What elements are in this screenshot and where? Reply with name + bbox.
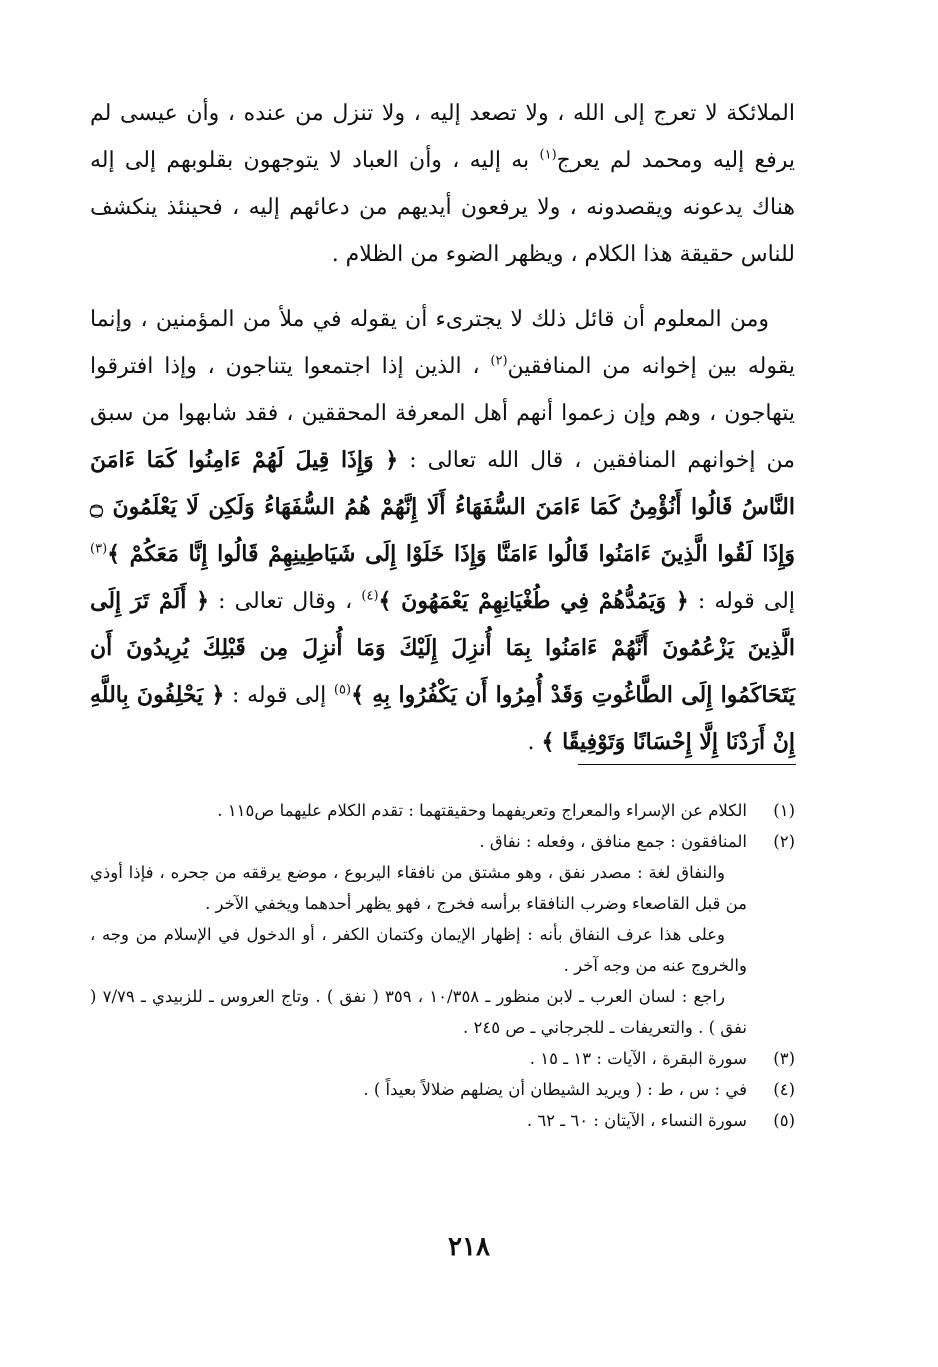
quran-verse-3: ﴿ أَلَمْ تَرَ إِلَى الَّذِينَ يَزْعُمُونَ أَنَّهُمْ ءَامَنُوا بِمَا أُنزِلَ إِلَيْكَ وَمَا أُنزِلَ مِن قَبْلِكَ يُرِيدُونَ أَن يَتَحَاكَمُوا إِلَى الطَّاغُوتِ وَقَدْ أُمِرُوا أَن يَكْفُرُوا بِهِ ﴾ bbox=[90, 588, 795, 708]
paragraph-2-text-b: ، الذين إذا اجتمعوا يتناجون ، وإذا افترقوا يتهاجون ، وهم وإن زعموا أنهم أهل المعرفة المحققين ، فقد شابهوا من سبق من إخوانهم المنافقين ، قال الله تعالى : bbox=[90, 354, 795, 473]
quran-verse-4: ﴿ يَحْلِفُونَ بِاللَّهِ إِنْ أَرَدْنَا إِلَّا إِحْسَانًا وَتَوْفِيقًا ﴾ bbox=[90, 682, 795, 755]
paragraph-2-end: . bbox=[527, 730, 542, 755]
footnote-text: في : س ، ط : ( ويريد الشيطان أن يضلهم ضلالاً بعيداً ) . bbox=[363, 1080, 747, 1099]
footnote-3 bbox=[90, 1043, 795, 1074]
footnote-ref-4: (٤) bbox=[361, 588, 379, 604]
footnote-ref-3: (٣) bbox=[90, 541, 108, 557]
footnote-number: (٥) bbox=[773, 1111, 795, 1130]
quran-verse-1: ﴿ وَإِذَا قِيلَ لَهُمْ ءَامِنُوا كَمَا ءَامَنَ النَّاسُ قَالُوا أَنُؤْمِنُ كَمَا ءَامَنَ السُّفَهَاءُ أَلَا إِنَّهُمْ هُمُ السُّفَهَاءُ وَلَكِن لَا يَعْلَمُونَ ۝ وَإِذَا لَقُوا الَّذِينَ ءَامَنُوا قَالُوا ءَامَنَّا وَإِذَا خَلَوْا إِلَى شَيَاطِينِهِمْ قَالُوا إِنَّا مَعَكُمْ ﴾ bbox=[90, 447, 795, 567]
footnote-4 bbox=[90, 1074, 795, 1105]
page-number: ٢١٨ bbox=[448, 1232, 490, 1262]
footnote-number: (١) bbox=[773, 801, 795, 820]
paragraph-1-text-rest: به إليه ، وأن العباد لا يتوجهون بقلوبهم إلى إله هناك يدعونه ويقصدونه ، ولا يرفعون أيديهم من دعائهم إليه ، فحينئذ ينكشف للناس حقيقة هذا الكلام ، ويظهر الضوء من الظلام . bbox=[90, 148, 795, 267]
footnote-number: (٣) bbox=[773, 1049, 795, 1068]
footnote-number: (٢) bbox=[773, 832, 795, 851]
footnote-separator bbox=[578, 764, 796, 765]
footnote-ref-1: (١) bbox=[539, 147, 557, 163]
footnote-text: سورة البقرة ، الآيات : ١٣ ـ ١٥ . bbox=[529, 1049, 747, 1068]
footnote-2 bbox=[90, 826, 795, 857]
footnote-ref-5: (٥) bbox=[333, 682, 352, 698]
footnotes bbox=[90, 795, 795, 1136]
footnote-text: المنافقون : جمع منافق ، وفعله : نفاق . bbox=[479, 832, 747, 851]
footnote-ref-2: (٢) bbox=[490, 353, 508, 369]
footnote-2-paragraph-text: راجع : لسان العرب ـ لابن منظور ـ ١٠/٣٥٨ ، ٣٥٩ ( نفق ) . وتاج العروس ـ للزبيدي ـ ٧/٧٩ ( نفق ) . والتعريفات ـ للجرجاني ـ ص ٢٤٥ . bbox=[90, 987, 747, 1037]
paragraph-2-text-d: ، وقال تعالى : bbox=[209, 589, 362, 614]
footnote-2-paragraph bbox=[90, 981, 795, 1043]
paragraph-1 bbox=[90, 90, 795, 278]
footnote-text: سورة النساء ، الآيتان : ٦٠ ـ ٦٢ . bbox=[526, 1111, 747, 1130]
paragraph-1-text: الملائكة لا تعرج إلى الله ، ولا تصعد إليه ، ولا تنزل من عنده ، وأن عيسى لم يرفع إليه ومحمد لم يعرج bbox=[90, 101, 795, 173]
footnote-2-paragraph-text: وعلى هذا عرف النفاق بأنه : إظهار الإيمان وكتمان الكفر ، أو الدخول في الإسلام من وجه ، والخروج عنه من وجه آخر . bbox=[90, 925, 747, 975]
footnote-1 bbox=[90, 795, 795, 826]
paragraph-2-text-c: إلى قوله : bbox=[688, 589, 795, 614]
footnote-number: (٤) bbox=[773, 1080, 795, 1099]
footnote-2-paragraph bbox=[90, 919, 795, 981]
footnote-2-paragraph bbox=[90, 857, 795, 919]
main-text bbox=[90, 90, 795, 784]
paragraph-2-text-e: إلى قوله : bbox=[224, 683, 334, 708]
paragraph-2-text-a: ومن المعلوم أن قائل ذلك لا يجترىء أن يقوله في ملأ من المؤمنين ، وإنما يقوله بين إخوانه من المنافقين bbox=[90, 307, 795, 379]
quran-verse-2: ﴿ وَيَمُدُّهُمْ فِي طُغْيَانِهِمْ يَعْمَهُونَ ﴾ bbox=[378, 588, 689, 614]
footnote-5 bbox=[90, 1105, 795, 1136]
footnote-2-paragraph-text: والنفاق لغة : مصدر نفق ، وهو مشتق من نافقاء اليربوع ، موضع يرققه من جحره ، فإذا أوذي من قبل القاصعاء وضرب النافقاء برأسه فخرج ، فهو يظهر أحدهما ويخفي الآخر . bbox=[90, 863, 747, 913]
footnote-text: الكلام عن الإسراء والمعراج وتعريفهما وحقيقتهما : تقدم الكلام عليهما ص١١٥ . bbox=[217, 801, 747, 820]
paragraph-2 bbox=[90, 296, 795, 766]
